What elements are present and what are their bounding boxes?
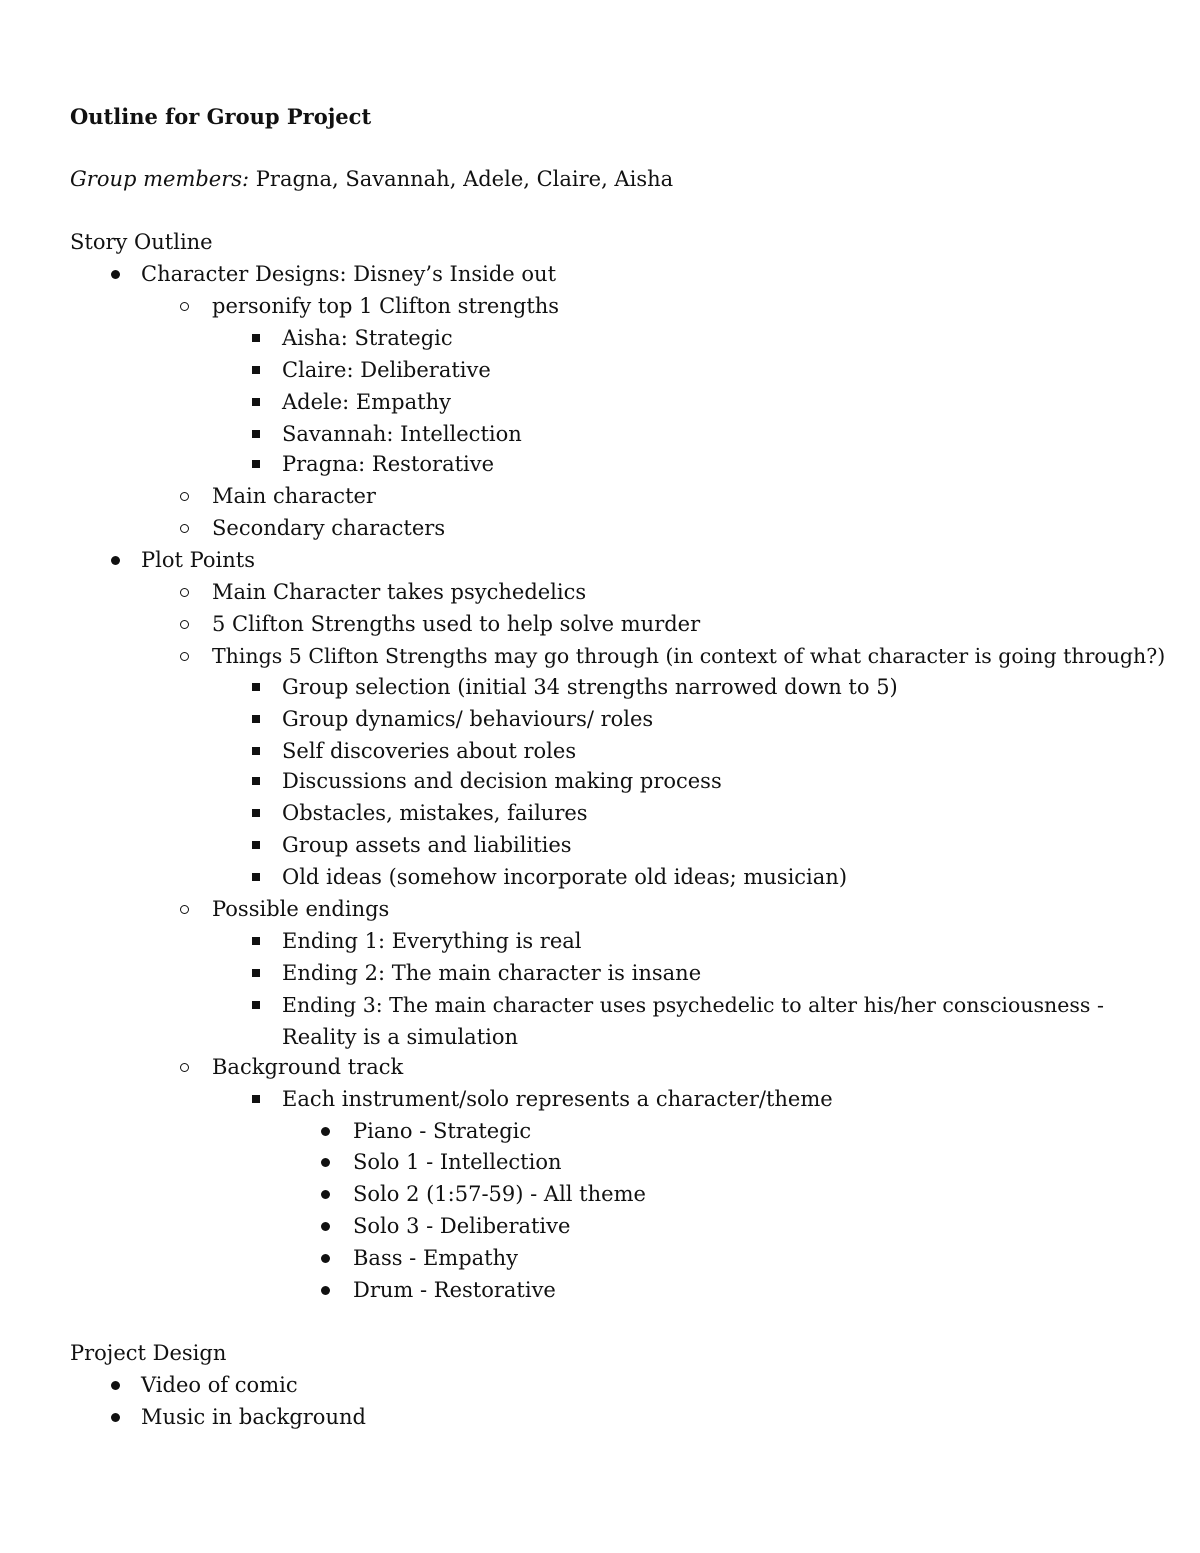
bullet-square-icon bbox=[252, 809, 260, 817]
bullet-circle-icon bbox=[180, 302, 189, 311]
list-item: Discussions and decision making process bbox=[282, 769, 722, 793]
bullet-disc-icon bbox=[321, 1127, 330, 1136]
bullet-disc-icon bbox=[111, 270, 120, 279]
bullet-circle-icon bbox=[180, 588, 189, 597]
list-item: 5 Clifton Strengths used to help solve murder bbox=[212, 612, 701, 636]
bullet-circle-icon bbox=[180, 492, 189, 501]
list-item: Secondary characters bbox=[212, 516, 446, 540]
bullet-disc-icon bbox=[321, 1254, 330, 1263]
bullet-square-icon bbox=[252, 398, 260, 406]
bullet-square-icon bbox=[252, 683, 260, 691]
list-item: Solo 2 (1:57-59) - All theme bbox=[353, 1182, 646, 1206]
bullet-square-icon bbox=[252, 937, 260, 945]
list-item: Plot Points bbox=[141, 548, 255, 572]
list-item: Music in background bbox=[141, 1405, 366, 1429]
bullet-disc-icon bbox=[111, 1413, 120, 1422]
list-item: Savannah: Intellection bbox=[282, 422, 522, 446]
list-item: Ending 2: The main character is insane bbox=[282, 961, 702, 985]
list-item: Adele: Empathy bbox=[282, 390, 451, 414]
bullet-square-icon bbox=[252, 1001, 260, 1009]
bullet-disc-icon bbox=[321, 1222, 330, 1231]
bullet-square-icon bbox=[252, 777, 260, 785]
bullet-circle-icon bbox=[180, 620, 189, 629]
bullet-circle-icon bbox=[180, 652, 189, 661]
list-item: Pragna: Restorative bbox=[282, 452, 495, 476]
list-item: Bass - Empathy bbox=[353, 1246, 518, 1270]
list-item: Group selection (initial 34 strengths narrowed down to 5) bbox=[282, 675, 898, 699]
project-design-heading: Project Design bbox=[70, 1341, 227, 1365]
list-item: Obstacles, mistakes, failures bbox=[282, 801, 588, 825]
bullet-square-icon bbox=[252, 747, 260, 755]
list-item: Self discoveries about roles bbox=[282, 739, 577, 763]
list-item: Drum - Restorative bbox=[353, 1278, 556, 1302]
document-title: Outline for Group Project bbox=[70, 104, 372, 129]
list-item: Group assets and liabilities bbox=[282, 833, 572, 857]
bullet-square-icon bbox=[252, 1095, 260, 1103]
bullet-square-icon bbox=[252, 334, 260, 342]
group-members-line bbox=[70, 166, 673, 192]
bullet-circle-icon bbox=[180, 1063, 189, 1072]
list-item: Old ideas (somehow incorporate old ideas; musician) bbox=[282, 865, 848, 889]
bullet-square-icon bbox=[252, 715, 260, 723]
list-item-continuation: Reality is a simulation bbox=[282, 1025, 519, 1049]
list-item: Character Designs: Disney’s Inside out bbox=[141, 262, 557, 286]
bullet-disc-icon bbox=[321, 1158, 330, 1167]
bullet-square-icon bbox=[252, 873, 260, 881]
list-item: Things 5 Clifton Strengths may go through (in context of what character is going through?) bbox=[212, 644, 1166, 668]
list-item: Main Character takes psychedelics bbox=[212, 580, 587, 604]
list-item: Group dynamics/ behaviours/ roles bbox=[282, 707, 654, 731]
list-item: Video of comic bbox=[141, 1373, 298, 1397]
list-item: Aisha: Strategic bbox=[282, 326, 453, 350]
bullet-square-icon bbox=[252, 430, 260, 438]
bullet-disc-icon bbox=[111, 556, 120, 565]
list-item: Ending 3: The main character uses psychedelic to alter his/her consciousness - bbox=[282, 993, 1104, 1017]
bullet-disc-icon bbox=[321, 1190, 330, 1199]
list-item: Background track bbox=[212, 1055, 404, 1079]
bullet-disc-icon bbox=[321, 1286, 330, 1295]
list-item: Ending 1: Everything is real bbox=[282, 929, 582, 953]
list-item: Solo 3 - Deliberative bbox=[353, 1214, 571, 1238]
list-item: Piano - Strategic bbox=[353, 1119, 532, 1143]
list-item: Each instrument/solo represents a character/theme bbox=[282, 1087, 833, 1111]
group-members-names: Pragna, Savannah, Adele, Claire, Aisha bbox=[249, 167, 674, 191]
bullet-square-icon bbox=[252, 841, 260, 849]
list-item: Claire: Deliberative bbox=[282, 358, 491, 382]
bullet-circle-icon bbox=[180, 905, 189, 914]
bullet-square-icon bbox=[252, 366, 260, 374]
list-item: personify top 1 Clifton strengths bbox=[212, 294, 560, 318]
group-members-label: Group members: bbox=[70, 167, 250, 191]
bullet-square-icon bbox=[252, 969, 260, 977]
bullet-circle-icon bbox=[180, 524, 189, 533]
story-outline-heading: Story Outline bbox=[70, 230, 213, 254]
list-item: Main character bbox=[212, 484, 376, 508]
list-item: Solo 1 - Intellection bbox=[353, 1150, 562, 1174]
bullet-square-icon bbox=[252, 460, 260, 468]
list-item: Possible endings bbox=[212, 897, 390, 921]
bullet-disc-icon bbox=[111, 1381, 120, 1390]
